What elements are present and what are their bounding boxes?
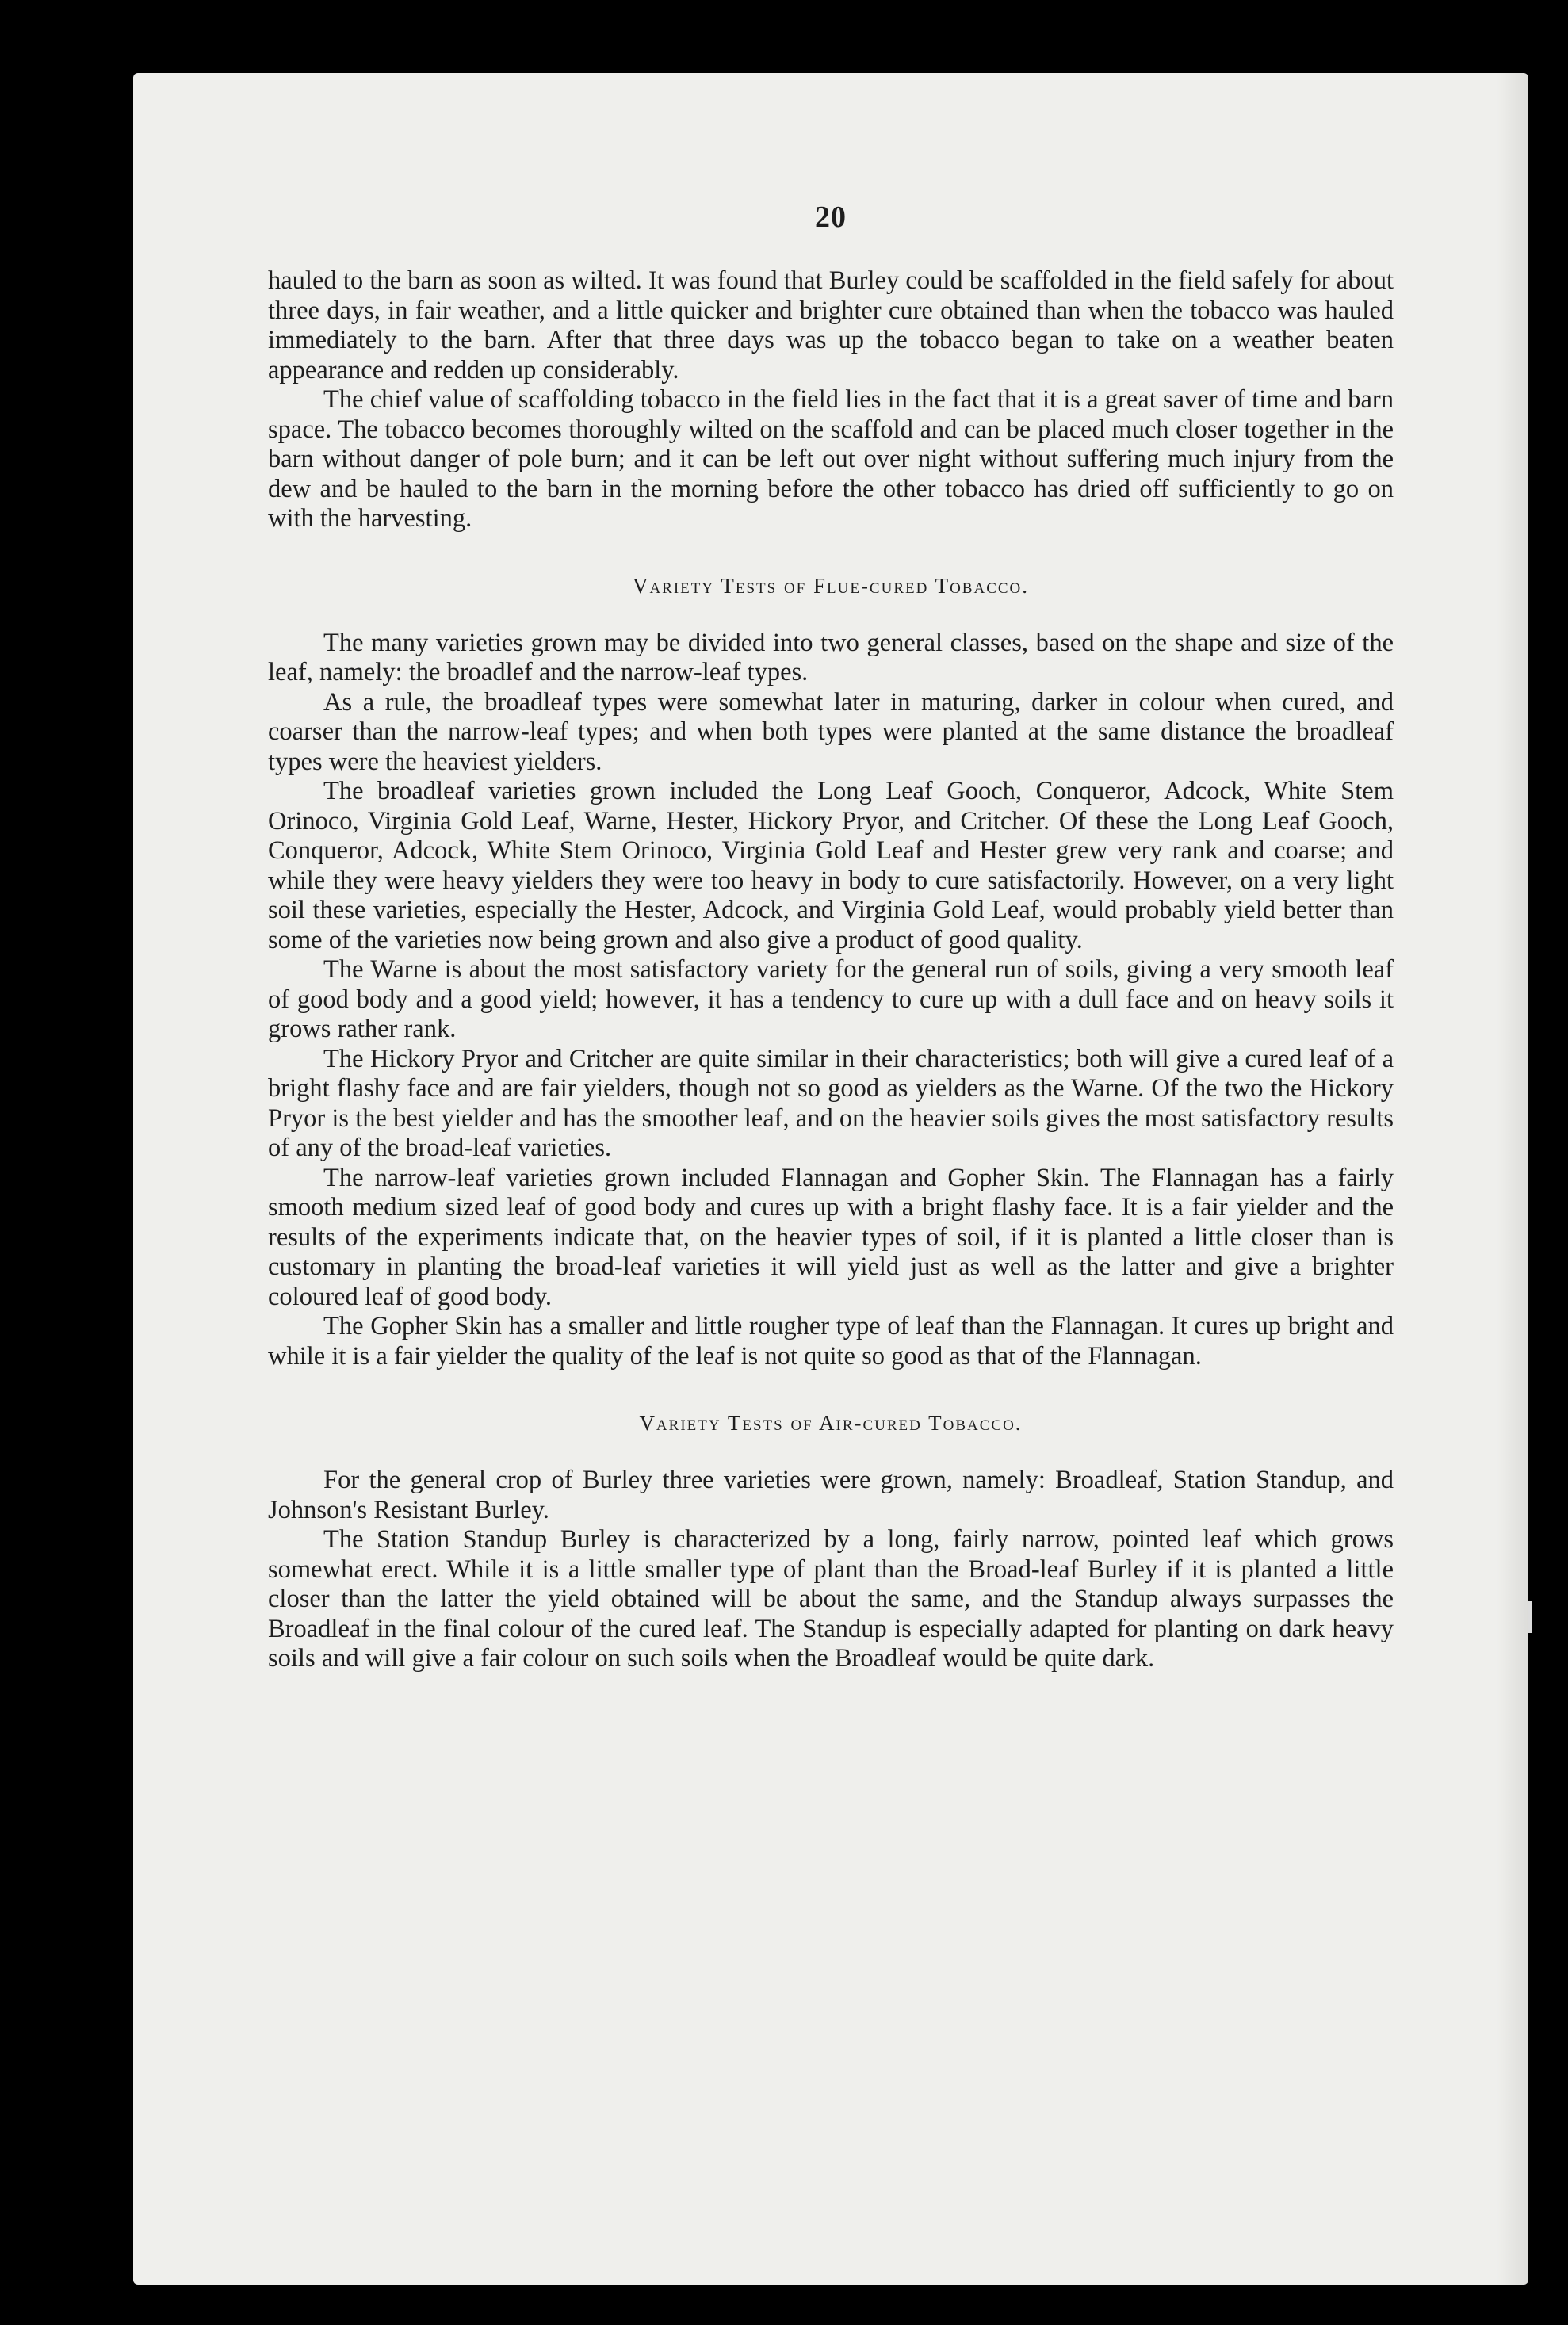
document-page [133,73,1528,2285]
page-edge-shadow [1497,73,1528,2285]
body-paragraph: As a rule, the broadleaf types were somewhat later in maturing, darker in colour when cured, and coarser than the narrow-leaf types; and when both types were planted at the same distance the broadleaf types were the heaviest yielders. [268,687,1394,776]
body-paragraph: The narrow-leaf varieties grown included Flannagan and Gopher Skin. The Flannagan has a fairly smooth medium sized leaf of good body and cures up with a bright flashy face. It is a fair yielder and the results of the experiments indicate that, on the heavier types of soil, if it is planted a little closer than is customary in planting the broad-leaf varieties it will yield just as well as the latter and give a brighter coloured leaf of good body. [268,1163,1394,1311]
body-paragraph: The broadleaf varieties grown included the Long Leaf Gooch, Conqueror, Adcock, White Stem Orinoco, Virginia Gold Leaf, Warne, Hester, Hickory Pryor, and Critcher. Of these the Long Leaf Gooch, Conqueror, Adcock, White Stem Orinoco, Virginia Gold Leaf and Hester grew very rank and coarse; and while they were heavy yielders they were too heavy in body to cure satisfactorily. However, on a very light soil these varieties, especially the Hester, Adcock, and Virginia Gold Leaf, would probably yield better than some of the varieties now being grown and also give a product of good quality. [268,777,1394,954]
page-number: 20 [815,201,847,234]
section-heading-flue-cured: Variety Tests of Flue-cured Tobacco. [632,573,1030,598]
body-paragraph: The many varieties grown may be divided into two general classes, based on the shape and size of the leaf, namely: the broadlef and the narrow-leaf types. [268,628,1394,686]
body-paragraph: The Gopher Skin has a smaller and little rougher type of leaf than the Flannagan. It cures up bright and while it is a fair yielder the quality of the leaf is not quite so good as that of the Flannagan. [268,1312,1394,1371]
intro-paragraph: hauled to the barn as soon as wilted. It was found that Burley could be scaffolded in the field safely for about three days, in fair weather, and a little quicker and brighter cure obtained than when the tobacco was hauled immediately to the barn. After that three days was up the tobacco began to take on a weather beaten appearance and redden up considerably. [268,266,1394,384]
intro-paragraph: The chief value of scaffolding tobacco in the field lies in the fact that it is a great saver of time and barn space. The tobacco becomes thoroughly wilted on the scaffold and can be placed much closer together in the barn without danger of pole burn; and it can be left out over night without suffering much injury from the dew and be hauled to the barn in the morning before the other tobacco has dried off sufficiently to go on with the harvesting. [268,385,1394,533]
scan-artifact [1528,1601,1532,1633]
body-paragraph: The Hickory Pryor and Critcher are quite similar in their characteristics; both will give a cured leaf of a bright flashy face and are fair yielders, though not so good as yielders as the Warne. Of the two the Hickory Pryor is the best yielder and has the smoother leaf, and on the heavier soils gives the most satisfactory results of any of the broad-leaf varieties. [268,1044,1394,1162]
body-paragraph: For the general crop of Burley three varieties were grown, namely: Broadleaf, Station Standup, and Johnson's Resistant Burley. [268,1466,1394,1524]
section-heading-air-cured: Variety Tests of Air-cured Tobacco. [639,1411,1023,1435]
page-content [268,200,1394,1674]
body-paragraph: The Station Standup Burley is characterized by a long, fairly narrow, pointed leaf which grows somewhat erect. While it is a little smaller type of plant than the Broad-leaf Burley if it is planted a little closer than the latter the yield obtained will be about the same, and the Standup always surpasses the Broadleaf in the final colour of the cured leaf. The Standup is especially adapted for planting on dark heavy soils and will give a fair colour on such soils when the Broadleaf would be quite dark. [268,1525,1394,1673]
body-paragraph: The Warne is about the most satisfactory variety for the general run of soils, giving a very smooth leaf of good body and a good yield; however, it has a tendency to cure up with a dull face and on heavy soils it grows rather rank. [268,955,1394,1043]
